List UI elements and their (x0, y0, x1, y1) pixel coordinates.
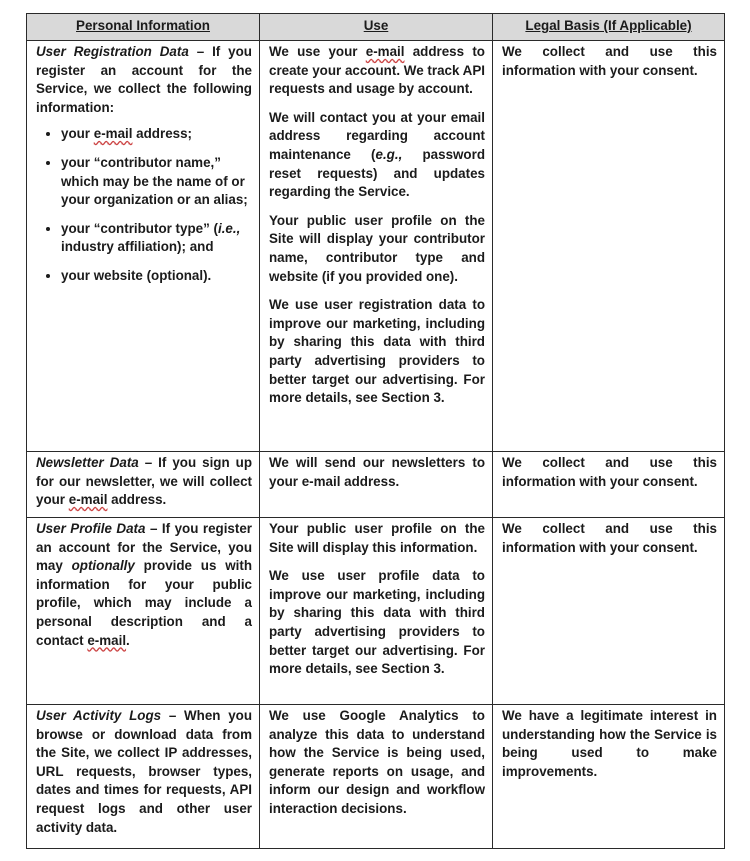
info-text: provide us with information for your public profile, which may include a personal description and a contact (36, 558, 252, 648)
row-title: Newsletter Data (36, 455, 139, 470)
table-row (27, 452, 725, 518)
bullet-text: industry affiliation); and (61, 239, 214, 255)
table-header-row (27, 14, 725, 41)
use-text: password reset requests) and updates regarding the Service. (269, 146, 486, 200)
legal-basis-text: We collect and use this information with your consent. (502, 44, 717, 78)
table-row (27, 41, 725, 452)
privacy-table (26, 13, 725, 849)
header-legal-basis: Legal Basis (If Applicable) (493, 14, 725, 41)
info-lead (36, 43, 252, 117)
header-use: Use (260, 14, 493, 41)
legal-basis-cell (493, 452, 725, 518)
info-cell (27, 518, 260, 705)
info-bullet-list (36, 125, 252, 285)
use-paragraph: We will send our newsletters to your e-mail address. (269, 455, 485, 489)
use-text: e-mail (365, 44, 405, 59)
use-paragraph: We use Google Analytics to analyze this data to understand how the Service is being used, generate reports on usage, and inform our design and workflow interaction decisions. (269, 708, 485, 816)
use-paragraph: Your public user profile on the Site will display your contributor name, contributor type and website (if you provided one). (269, 212, 485, 284)
bullet-text: e-mail (93, 126, 133, 142)
use-paragraph: We use user registration data to improve our marketing, including by sharing this data with third party advertising providers to better target our advertising. For more details, see Section 3. (269, 297, 485, 406)
use-cell (260, 518, 493, 705)
info-lead (36, 520, 252, 650)
use-cell (260, 705, 493, 849)
info-cell (27, 705, 260, 849)
legal-basis-text: We have a legitimate interest in understanding how the Service is being used to make improvements. (502, 708, 717, 779)
use-text: We use your (269, 44, 366, 59)
use-paragraph (269, 43, 485, 99)
list-item: • your website (optional). (61, 267, 252, 286)
use-cell (260, 41, 493, 452)
legal-basis-text: We collect and use this information with your consent. (502, 521, 717, 555)
info-text: optionally (71, 558, 135, 574)
bullet-text: your “contributor type” ( (61, 220, 218, 236)
bullet-text: i.e., (217, 220, 241, 236)
info-text: e-mail (68, 492, 108, 508)
use-paragraph: Your public user profile on the Site will display this information. (269, 521, 485, 555)
legal-basis-cell (493, 41, 725, 452)
list-item (61, 220, 252, 257)
table-row (27, 518, 725, 705)
bullet-text: your (61, 126, 94, 142)
info-text: – When you browse or download data from the Site, we collect IP addresses, URL requests, browser types, dates and times for requests, API request logs and other user activity data. (36, 708, 252, 835)
use-paragraph (269, 109, 485, 202)
list-item (61, 125, 252, 144)
legal-basis-text: We collect and use this information with your consent. (502, 455, 717, 489)
use-text: We will contact you at your email address regarding account maintenance ( (269, 109, 485, 162)
info-lead (36, 454, 252, 510)
info-cell (27, 452, 260, 518)
info-cell (27, 41, 260, 452)
use-cell (260, 452, 493, 518)
info-text: – If you register an account for the Service, we collect the following information: (36, 44, 252, 115)
info-text: – If you sign up for our newsletter, we will collect your (36, 455, 252, 508)
use-text: address to create your account. We track API requests and usage by account. (269, 44, 485, 97)
use-text: e.g., (375, 146, 403, 162)
info-lead (36, 707, 252, 837)
list-item: • your “contributor name,” which may be the name of or your organization or an alias; (61, 154, 252, 210)
bullet-text: address; (132, 126, 192, 142)
info-text: – If you register an account for the Service, you may (36, 521, 252, 574)
info-text: address. (107, 492, 167, 508)
row-title: User Profile Data (36, 521, 146, 536)
info-text: . (126, 632, 130, 648)
header-personal-information: Personal Information (27, 14, 260, 41)
row-title: User Activity Logs (36, 708, 162, 723)
legal-basis-cell (493, 705, 725, 849)
info-text: e-mail (87, 632, 127, 648)
row-title: User Registration Data (36, 44, 189, 59)
use-paragraph: We use user profile data to improve our marketing, including by sharing this data with third party advertising providers to better target our advertising. For more details, see Section 3. (269, 568, 485, 677)
table-row (27, 705, 725, 849)
legal-basis-cell (493, 518, 725, 705)
